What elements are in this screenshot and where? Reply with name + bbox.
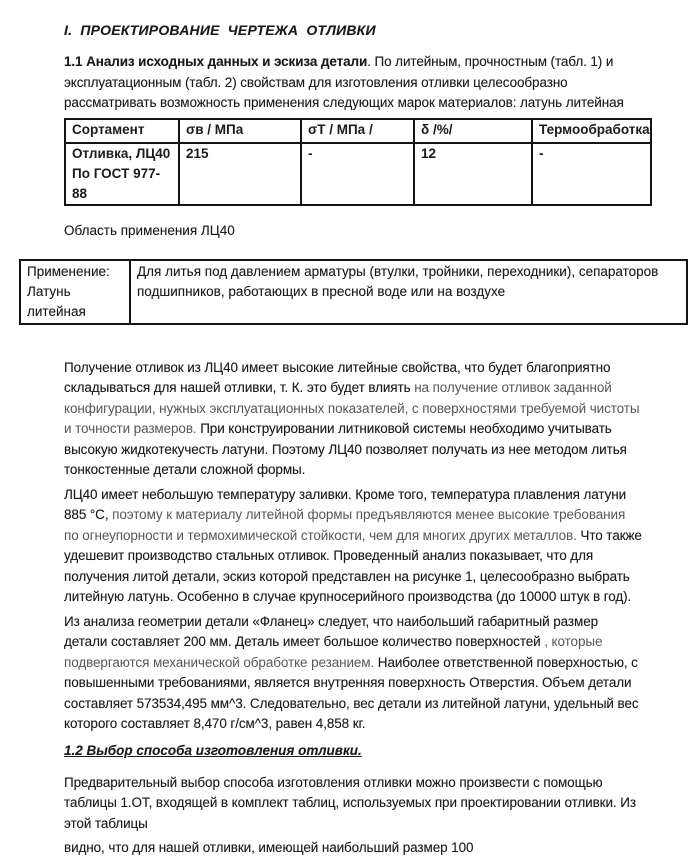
application-key-cell xyxy=(20,260,130,324)
cell-sortament-line1: Отливка, ЛЦ40 xyxy=(72,145,171,161)
cell-delta: 12 xyxy=(414,143,532,205)
clipped-bottom-line: видно, что для нашей отливки, имеющей наибольший размер 100 xyxy=(64,840,474,855)
cell-sortament xyxy=(65,143,179,205)
cell-heat-treatment: - xyxy=(532,143,651,205)
paragraph-method-selection xyxy=(64,773,642,835)
application-value-cell: Для литья под давлением арматуры (втулки, тройники, переходники), сепараторов подшипников, работающих в пресной воде или на воздухе xyxy=(130,260,687,324)
paragraph-temperature xyxy=(64,485,642,608)
cell-sigma-v: 215 xyxy=(179,143,301,205)
section-1-2-heading: 1.2 Выбор способа изготовления отливки. xyxy=(64,742,362,758)
application-key-line1: Применение: xyxy=(27,263,110,279)
intro-heading-rest: . По литейным, прочностным (табл. 1) и эксплуатационным (табл. 2) свойствам для изготовления отливки целесообразно рассматривать возможность применения следующих марок материалов: латунь литейная xyxy=(64,54,624,110)
application-key-line3: литейная xyxy=(27,303,86,319)
header-sigma-t: σТ / МПа / xyxy=(301,119,414,143)
paragraph-span: Наиболее ответственной поверхностью, с повышенными требованиями, является внутренняя поверхность Отверстия. Объем детали составляет 573534,495 мм^3. Следовательно, вес детали из литейной латуни, удельный вес которого составляет 8,470 г/см^3, равен 4,858 кг. xyxy=(64,654,639,731)
application-table xyxy=(19,259,688,325)
cell-sortament-line2: По ГОСТ 977-88 xyxy=(72,165,161,201)
application-key-line2: Латунь xyxy=(27,283,71,299)
paragraph-span: Получение отливок из ЛЦ40 имеет высокие литейные свойства, что будет благоприятно складываться для нашей отливки, т. К. это будет влиять xyxy=(64,359,611,395)
paragraph-span-light: на получение отливок заданной конфигурации, нужных эксплуатационных показателей, с поверхностями требуемой чистоты и точности размеров. xyxy=(64,380,640,436)
paragraph-span-light: , которые подвергаются механической обработке резанием. xyxy=(64,634,603,670)
spacer xyxy=(64,325,671,358)
application-area-label: Область применения ЛЦ40 xyxy=(64,222,235,238)
paragraph-casting-properties xyxy=(64,358,642,481)
header-delta: δ /%/ xyxy=(414,119,532,143)
material-properties-table xyxy=(64,118,652,206)
intro-paragraph xyxy=(64,52,642,114)
table-row xyxy=(65,143,651,205)
paragraph-span: ЛЦ40 имеет небольшую температуру заливки. Кроме того, температура плавления латуни 885 °С, xyxy=(64,486,627,522)
paragraph-span: Из анализа геометрии детали «Фланец» следует, что наибольший габаритный размер детали составляет 200 мм. Деталь имеет большое количество поверхностей xyxy=(64,613,599,649)
header-heat-treatment: Термообработка xyxy=(532,119,651,143)
paragraph-geometry-analysis xyxy=(64,612,642,735)
header-sortament: Сортамент xyxy=(65,119,179,143)
cell-sigma-t: - xyxy=(301,143,414,205)
paragraph-span: Что также удешевит производство стальных отливок. Проведенный анализ показывает, что для получения литой детали, эскиз которой представлен на рисунке 1, целесообразно выбрать литейную латунь. Особенно в случае крупносерийного производства (до 10000 штук в год). xyxy=(64,527,642,604)
intro-heading-bold: 1.1 Анализ исходных данных и эскиза детали xyxy=(64,54,368,69)
paragraph-span: Предварительный выбор способа изготовления отливки можно произвести с помощью таблицы 1.ОТ, входящей в комплект таблиц, используемых при проектировании отливки. Из этой таблицы xyxy=(64,774,636,831)
paragraph-span: При конструировании литниковой системы необходимо учитывать высокую жидкотекучесть латуни. Поэтому ЛЦ40 позволяет получать из нее методом литья тонкостенные детали сложной формы. xyxy=(64,421,627,477)
table-row xyxy=(20,260,687,324)
header-sigma-v: σв / МПа xyxy=(179,119,301,143)
paragraph-span-light: поэтому к материалу литейной формы предъявляются менее высокие требования по огнеупорности и термохимической стойкости, чем для многих других металлов. xyxy=(64,507,626,543)
table-header-row xyxy=(65,119,651,143)
section-1-title: I. ПРОЕКТИРОВАНИЕ ЧЕРТЕЖА ОТЛИВКИ xyxy=(64,22,376,38)
